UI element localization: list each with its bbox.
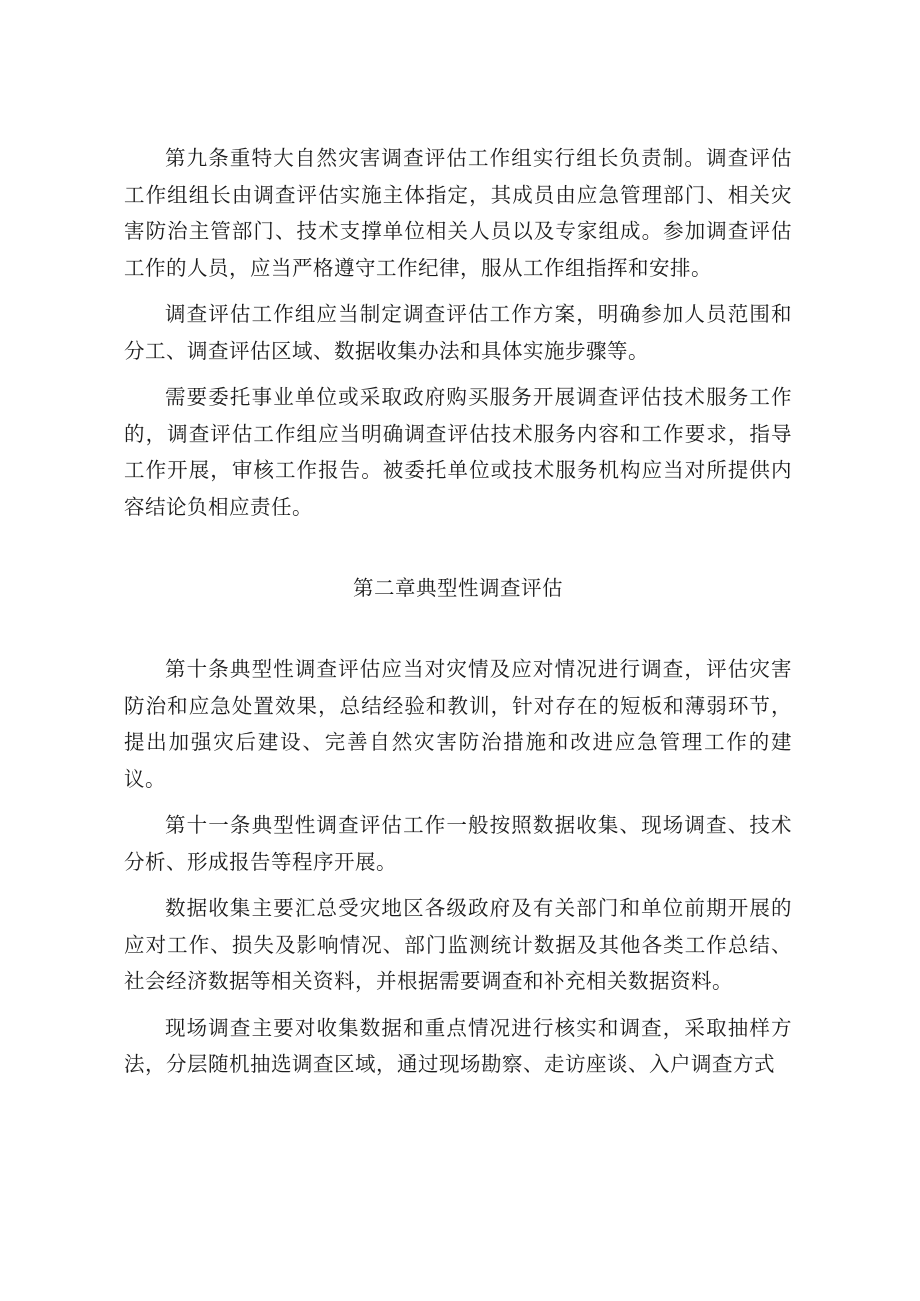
article-10-paragraph-1: 第十条典型性调查评估应当对灾情及应对情况进行调查，评估灾害防治和应急处置效果，总结经验和教训，针对存在的短板和薄弱环节，提出加强灾后建设、完善自然灾害防治措施和改进应急管理工作的建议。 xyxy=(124,657,792,791)
article-11-paragraph-1: 第十一条典型性调查评估工作一般按照数据收集、现场调查、技术分析、形成报告等程序开展。 xyxy=(124,813,792,874)
article-9-paragraph-2: 调查评估工作组应当制定调查评估工作方案，明确参加人员范围和分工、调查评估区域、数据收集办法和具体实施步骤等。 xyxy=(124,302,792,363)
article-9-paragraph-3: 需要委托事业单位或采取政府购买服务开展调查评估技术服务工作的，调查评估工作组应当明确调查评估技术服务内容和工作要求，指导工作开展，审核工作报告。被委托单位或技术服务机构应当对所提供内容结论负相应责任。 xyxy=(124,385,792,519)
chapter-heading: 第二章典型性调查评估 xyxy=(353,576,563,600)
document-page xyxy=(124,140,792,1083)
article-9-paragraph-1: 第九条重特大自然灾害调查评估工作组实行组长负责制。调查评估工作组组长由调查评估实施主体指定，其成员由应急管理部门、相关灾害防治主管部门、技术支撑单位相关人员以及专家组成。参加调查评估工作的人员，应当严格遵守工作纪律，服从工作组指挥和安排。 xyxy=(124,146,792,280)
article-11-paragraph-2: 数据收集主要汇总受灾地区各级政府及有关部门和单位前期开展的应对工作、损失及影响情况、部门监测统计数据及其他各类工作总结、社会经济数据等相关资料，并根据需要调查和补充相关数据资料。 xyxy=(124,896,792,993)
article-11-paragraph-3: 现场调查主要对收集数据和重点情况进行核实和调查，采取抽样方法，分层随机抽选调查区域，通过现场勘察、走访座谈、入户调查方式 xyxy=(124,1015,792,1076)
